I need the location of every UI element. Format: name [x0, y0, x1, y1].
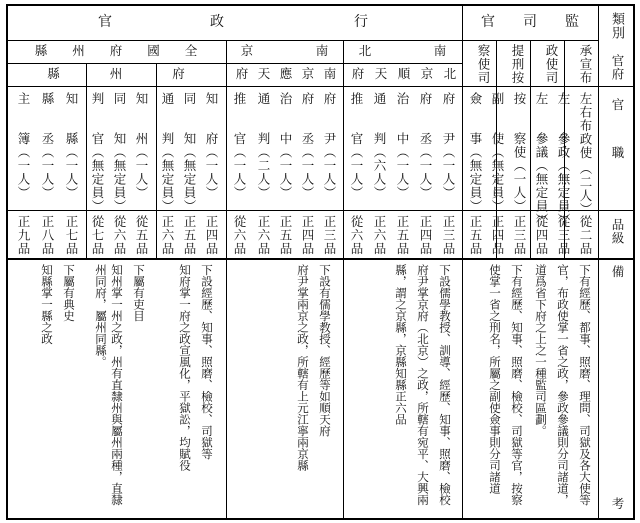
- rule-nanjing: [226, 40, 227, 518]
- border-right: [633, 4, 635, 520]
- official-title: 參議（無定員）: [534, 132, 549, 227]
- rule-ministries: [530, 40, 531, 258]
- official-title: （二人）: [578, 162, 593, 216]
- office-name: 治: [278, 92, 293, 106]
- remarks-text: 下設有儒學教授、經歷等如順天府: [318, 264, 332, 437]
- official-title: 判（二人）: [256, 132, 271, 200]
- rank-grade: 正五品: [395, 215, 410, 256]
- rule-beijing: [343, 40, 344, 518]
- admin-unit: 天: [374, 66, 388, 82]
- official-title: 事（無定員）: [468, 132, 483, 213]
- remarks-text: 州同府，屬州同縣。: [94, 264, 108, 368]
- remarks-text: 道爲省下府之上之一種監司區劃。: [534, 264, 548, 437]
- office-name: 縣: [40, 92, 55, 106]
- official-title: 判（六人）: [372, 132, 387, 200]
- rank-grade: 從六品: [112, 215, 127, 256]
- official-title: 官（無定員）: [90, 132, 105, 213]
- ministry-ancha: 察使司: [476, 44, 491, 85]
- remarks-text: 知縣掌一縣之政: [40, 264, 54, 345]
- office-name: 知: [134, 92, 149, 106]
- admin-unit: 京: [420, 66, 434, 82]
- rank-grade: 正四品: [204, 215, 219, 256]
- admin-unit: 京: [301, 66, 315, 82]
- official-title: 知（無定員）: [182, 132, 197, 213]
- rank-label: 職: [610, 146, 625, 160]
- rank-grade: 正五品: [278, 215, 293, 256]
- rule-system: [462, 4, 463, 520]
- office-name: 府: [322, 92, 337, 106]
- official-title: 州（一人）: [134, 132, 149, 200]
- rank-grade: 正五品: [468, 215, 483, 256]
- rank-grade: 正七品: [64, 215, 79, 256]
- rank-grade: 正四品: [490, 215, 505, 256]
- rank-grade: 正六品: [160, 215, 175, 256]
- note-label-end: 考: [610, 497, 625, 511]
- category-label: 類別: [609, 12, 624, 40]
- system-title: 官 政 行: [98, 14, 370, 30]
- office-name: 治: [395, 92, 410, 106]
- official-title: 知（無定員）: [112, 132, 127, 213]
- remarks-text: 府尹掌兩京之政，所轄有上元江寧兩京縣: [296, 264, 310, 471]
- official-title: 丞（一人）: [40, 132, 55, 200]
- table-bottom-border: [6, 518, 634, 520]
- official-title: 判（無定員）: [160, 132, 175, 213]
- official-title: 尹（一人）: [441, 132, 456, 200]
- rule-category: [598, 4, 599, 520]
- official-title: 察使（一人）: [512, 132, 527, 213]
- official-title: 參政（無定員）: [556, 132, 571, 227]
- pinji-label: 品級: [610, 218, 625, 245]
- remarks-text: 使掌一省之刑名，所屬之副使僉事則分司諸道: [488, 264, 502, 494]
- ministry-zhengshi: 政使司: [544, 44, 559, 85]
- office-name: 僉: [468, 92, 483, 106]
- official-title: 中（一人）: [395, 132, 410, 200]
- remarks-text: 知州掌一州之政，州有直隸州與屬州兩種，直隸: [110, 264, 124, 506]
- region-zhili: 縣 州 府 國 全: [34, 43, 198, 59]
- remarks-text: 知府掌一府之政宣風化，平獄訟，均賦役: [178, 264, 192, 471]
- office-name: 主: [16, 92, 31, 106]
- admin-unit: 北: [443, 66, 457, 82]
- region-nanjing: 京 南: [240, 43, 329, 59]
- office-name: 左: [534, 92, 549, 106]
- ministry-tixing: 提刑按: [510, 44, 525, 85]
- official-title: 尹（一人）: [322, 132, 337, 200]
- official-title: 府（一人）: [204, 132, 219, 200]
- office-name: 通: [256, 92, 271, 106]
- official-title: 縣（一人）: [64, 132, 79, 200]
- office-name: 推: [232, 92, 247, 106]
- rank-grade: 從三品: [556, 215, 571, 256]
- remarks-text: 下有經歷、知事、照磨、檢校、司獄等官，按察: [510, 264, 524, 506]
- admin-unit: 順: [397, 66, 411, 82]
- office-name: 通: [160, 92, 175, 106]
- remarks-text: 官，布政使掌一省之政，參政參議則分司諸道，: [556, 264, 570, 506]
- remarks-text: 府尹掌京府（北京）之政，所轄有宛平、大興兩: [416, 264, 430, 506]
- rule-county-prefecture: [86, 63, 87, 258]
- rule-header-3: [6, 86, 634, 87]
- office-name: 同: [182, 92, 197, 106]
- remarks-text: 縣，謂之京縣，京縣知縣正六品: [394, 264, 408, 425]
- rank-grade: 正三品: [322, 215, 337, 256]
- remarks-text: 下設經歷、知事、照磨、檢校、司獄等: [200, 264, 214, 460]
- note-label: 備: [610, 265, 625, 279]
- remarks-text: 下屬有吏目: [132, 264, 146, 322]
- rank-grade: 正六品: [372, 215, 387, 256]
- rank-grade: 從六品: [349, 215, 364, 256]
- admin-unit: 南: [323, 66, 337, 82]
- rank-grade: 正四品: [418, 215, 433, 256]
- ministry-chengxuan: 承宣布: [578, 44, 593, 85]
- rank-grade: 從二品: [578, 215, 593, 256]
- office-label: 官府: [610, 54, 625, 81]
- official-title: 丞（一人）: [418, 132, 433, 200]
- official-title: 丞（一人）: [300, 132, 315, 200]
- office-name: 判: [90, 92, 105, 106]
- office-name: 推: [349, 92, 364, 106]
- admin-zhili: 縣 州 府: [47, 66, 185, 82]
- office-name: 知: [204, 92, 219, 106]
- official-title: 中（一人）: [278, 132, 293, 200]
- rank-grade: 正六品: [256, 215, 271, 256]
- rank-grade: 從四品: [534, 215, 549, 256]
- official-title: 官（一人）: [349, 132, 364, 200]
- official-title: 簿（一人）: [16, 132, 31, 200]
- rank-grade: 正三品: [441, 215, 456, 256]
- office-name: 府: [441, 92, 456, 106]
- office-name: 通: [372, 92, 387, 106]
- rule-before-notes: [6, 258, 634, 260]
- rank-grade: 從七品: [90, 215, 105, 256]
- office-name: 府: [300, 92, 315, 106]
- rule-prefecture-zhou: [156, 63, 157, 258]
- rank-grade: 從五品: [134, 215, 149, 256]
- admin-unit: 天: [257, 66, 271, 82]
- region-beijing: 北 南: [358, 43, 447, 59]
- official-label: 官: [610, 98, 625, 112]
- official-title: 官（一人）: [232, 132, 247, 200]
- office-name: 知: [64, 92, 79, 106]
- office-name: 左右布政使: [578, 92, 593, 160]
- office-name: 同: [112, 92, 127, 106]
- office-name: 左: [556, 92, 571, 106]
- admin-unit: 府: [235, 66, 249, 82]
- rank-grade: 正八品: [40, 215, 55, 256]
- supervision-title: 官 司 監: [481, 14, 579, 30]
- official-title: 使（無定員）: [490, 132, 505, 213]
- remarks-text: 下屬有典史: [62, 264, 76, 322]
- admin-unit: 府: [351, 66, 365, 82]
- office-name: 副: [490, 92, 505, 106]
- remarks-text: 下設儒學教授、訓導、經歷、知事、照磨、檢校: [438, 264, 452, 506]
- rank-grade: 從六品: [232, 215, 247, 256]
- rank-grade: 正三品: [512, 215, 527, 256]
- rank-grade: 正四品: [300, 215, 315, 256]
- admin-unit: 應: [279, 66, 293, 82]
- rank-grade: 正五品: [182, 215, 197, 256]
- office-name: 府: [418, 92, 433, 106]
- rank-grade: 正九品: [16, 215, 31, 256]
- office-name: 按: [512, 92, 527, 106]
- remarks-text: 下有經歷、都事、照磨、理問、司獄及各大使等: [578, 264, 592, 506]
